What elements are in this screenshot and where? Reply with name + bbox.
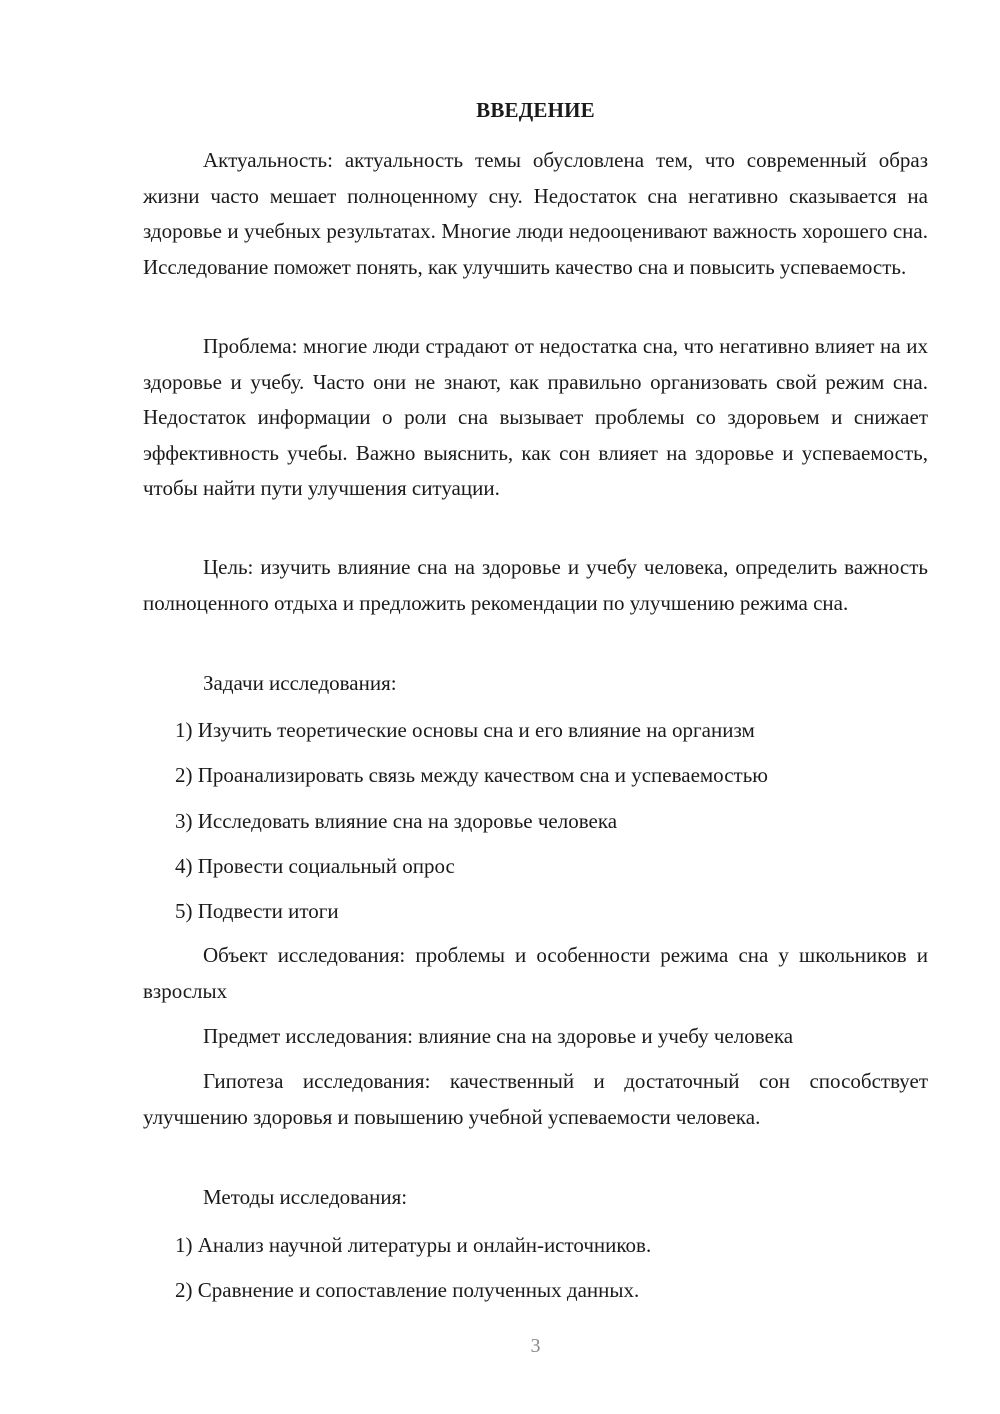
paragraph-relevance: Актуальность: актуальность темы обусловлена тем, что современный образ жизни часто мешает полноценному сну. Недостаток сна негативно сказывается на здоровье и учебных результатах. Многие люди недооценивают важность хорошего сна. Исследование поможет понять, как улучшить качество сна и повысить успеваемость.	[143, 148, 928, 279]
task-item: 3) Исследовать влияние сна на здоровье человека	[175, 809, 618, 833]
paragraph-object: Объект исследования: проблемы и особенности режима сна у школьников и взрослых	[143, 943, 928, 1003]
method-item: 2) Сравнение и сопоставление полученных данных.	[175, 1278, 640, 1302]
paragraph-subject: Предмет исследования: влияние сна на здоровье и учебу человека	[203, 1024, 794, 1048]
task-item: 4) Провести социальный опрос	[175, 854, 455, 878]
method-item: 1) Анализ научной литературы и онлайн-источников.	[175, 1233, 652, 1257]
paragraph-problem: Проблема: многие люди страдают от недостатка сна, что негативно влияет на их здоровье и учебу. Часто они не знают, как правильно организовать свой режим сна. Недостаток информации о роли сна вызывает проблемы со здоровьем и снижает эффективность учебы. Важно выяснить, как сон влияет на здоровье и успеваемость, чтобы найти пути улучшения ситуации.	[143, 334, 928, 500]
paragraph-hypothesis: Гипотеза исследования: качественный и достаточный сон способствует улучшению здоровья и повышению учебной успеваемости человека.	[143, 1069, 928, 1129]
task-item: 1) Изучить теоретические основы сна и его влияние на организм	[175, 718, 755, 742]
paragraph-goal: Цель: изучить влияние сна на здоровье и учебу человека, определить важность полноценного отдыха и предложить рекомендации по улучшению режима сна.	[143, 555, 928, 615]
task-item: 5) Подвести итоги	[175, 899, 339, 923]
task-item: 2) Проанализировать связь между качеством сна и успеваемостью	[175, 763, 768, 787]
page-number: 3	[530, 1335, 541, 1357]
methods-heading: Методы исследования:	[203, 1185, 408, 1209]
tasks-heading: Задачи исследования:	[203, 671, 397, 695]
section-title: ВВЕДЕНИЕ	[476, 98, 595, 122]
